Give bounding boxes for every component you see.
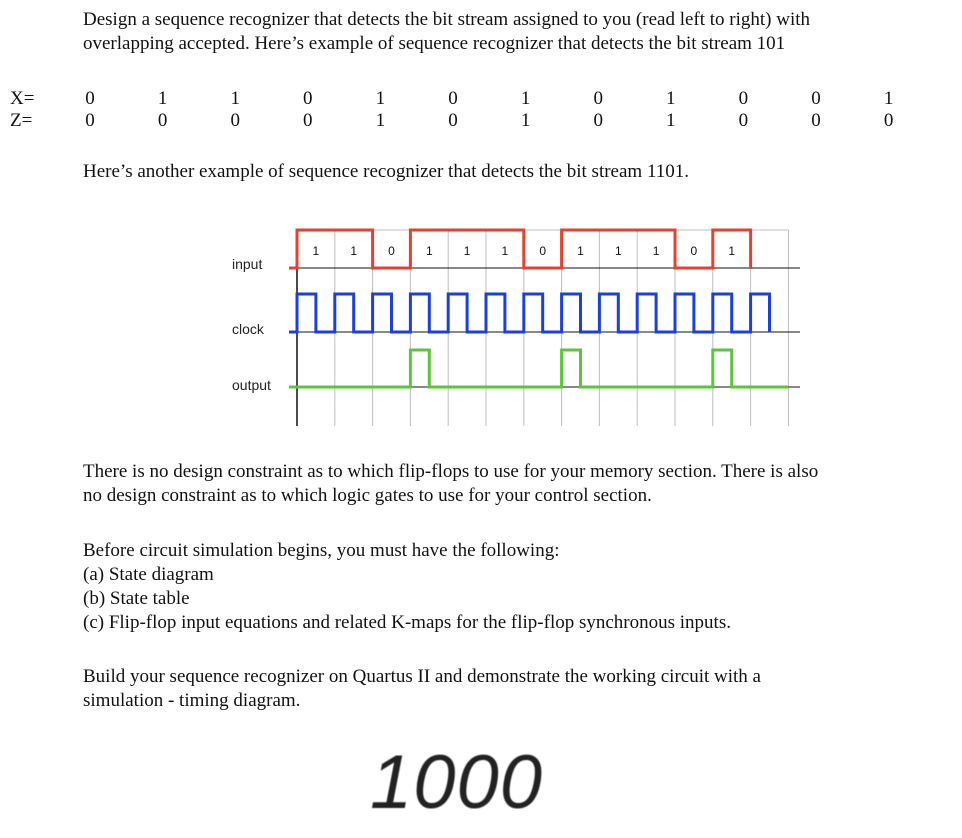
input-bit-label: 1 — [614, 244, 622, 258]
x-bit: 1 — [520, 88, 531, 109]
x-bit: 1 — [883, 88, 894, 109]
x-row-label: X= — [10, 88, 35, 109]
requirements-heading: Before circuit simulation begins, you must have the following: — [83, 540, 560, 561]
input-bit-label: 1 — [463, 244, 471, 258]
requirement-item: (b) State table — [83, 588, 190, 609]
input-bit-label: 0 — [690, 244, 698, 258]
x-bit: 0 — [85, 88, 95, 109]
input-waveform — [289, 230, 751, 268]
z-bit: 0 — [883, 110, 894, 131]
output-waveform — [289, 350, 788, 387]
x-bit: 0 — [448, 88, 458, 109]
clock-waveform — [289, 294, 770, 332]
second-example-text — [83, 160, 945, 184]
requirements-section — [83, 539, 945, 635]
z-bit: 0 — [448, 110, 458, 131]
second-example-line: Here’s another example of sequence recognizer that detects the bit stream 1101. — [83, 161, 689, 182]
timing-diagram — [220, 222, 800, 432]
requirement-item: (c) Flip-flop input equations and related K-maps for the flip-flop synchronous inputs. — [83, 612, 731, 633]
input-bit-label: 1 — [312, 244, 320, 258]
intro-line-2: overlapping accepted. Here’s example of sequence recognizer that detects the bit stream 101 — [83, 33, 786, 54]
x-bit: 0 — [738, 88, 749, 109]
x-bit: 1 — [157, 88, 168, 109]
input-signal-label: input — [232, 256, 263, 272]
assigned-bit-stream: 1000 — [370, 740, 544, 825]
intro-paragraph — [83, 8, 945, 56]
input-bit-label: 1 — [577, 244, 584, 258]
clock-signal-label: clock — [232, 321, 264, 337]
x-bit: 1 — [375, 88, 386, 109]
input-bit-label: 1 — [350, 244, 358, 258]
output-signal-label: output — [232, 377, 271, 393]
z-bit: 0 — [811, 110, 821, 131]
z-row-label: Z= — [10, 110, 33, 131]
constraints-line-1: There is no design constraint as to which flip-flops to use for your memory section. There is also — [83, 461, 819, 482]
input-bit-label: 0 — [388, 244, 395, 258]
constraints-line-2: no design constraint as to which logic gates to use for your control section. — [83, 485, 652, 506]
input-bit-label: 1 — [425, 244, 433, 258]
z-bit: 0 — [593, 110, 603, 131]
x-bit: 0 — [811, 88, 821, 109]
build-line-1: Build your sequence recognizer on Quartus II and demonstrate the working circuit with a — [83, 666, 761, 687]
build-line-2: simulation - timing diagram. — [83, 690, 301, 711]
x-bit: 1 — [666, 88, 676, 109]
z-bit: 0 — [157, 110, 168, 131]
input-bit-label: 1 — [652, 244, 660, 258]
z-bit: 0 — [738, 110, 749, 131]
input-bit-label: 1 — [728, 244, 736, 258]
timing-axes — [289, 268, 800, 387]
build-paragraph — [83, 665, 945, 713]
requirement-item: (a) State diagram — [83, 564, 214, 585]
z-bit: 1 — [520, 110, 531, 131]
input-bit-label: 0 — [539, 244, 547, 258]
z-bit: 0 — [85, 110, 95, 131]
z-bit: 1 — [375, 110, 386, 131]
z-bit: 0 — [230, 110, 240, 131]
x-bit: 0 — [303, 88, 313, 109]
z-bit: 1 — [666, 110, 676, 131]
x-bit: 1 — [230, 88, 240, 109]
input-bit-label: 1 — [501, 244, 509, 258]
z-bit: 0 — [303, 110, 313, 131]
intro-line-1: Design a sequence recognizer that detects the bit stream assigned to you (read left to right) with — [83, 9, 811, 30]
x-bit: 0 — [593, 88, 603, 109]
constraints-paragraph — [83, 460, 945, 508]
